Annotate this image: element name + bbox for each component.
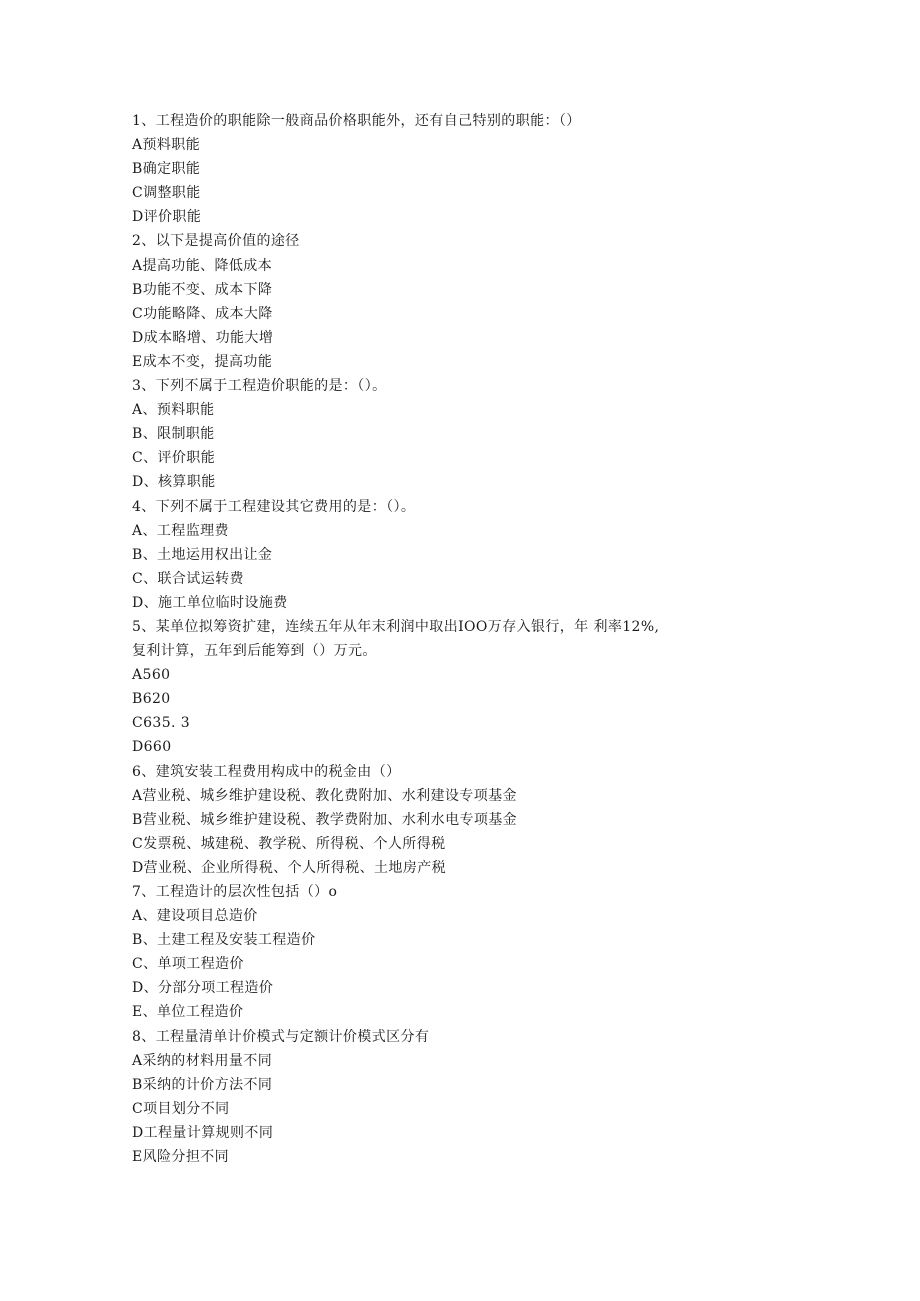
- text-line: 1、工程造价的职能除一般商品价格职能外，还有自己特别的职能：（）: [132, 113, 581, 129]
- question-list: [132, 109, 832, 1169]
- text-line: C发票税、城建税、教学税、所得税、个人所得税: [132, 835, 446, 852]
- text-line: A、建设项目总造价: [132, 908, 258, 925]
- text-line: B营业税、城乡维护建设税、教学费附加、水利水电专项基金: [132, 811, 518, 828]
- text-line: 3、下列不属于工程造价职能的是：（）。: [132, 378, 387, 395]
- text-line: D评价职能: [132, 209, 202, 226]
- text-line: C、单项工程造价: [132, 956, 244, 973]
- text-line: C、评价职能: [132, 450, 216, 467]
- text-line: 复利计算，五年到后能筹到（）万元。: [132, 643, 377, 660]
- text-line: A营业税、城乡维护建设税、教化费附加、水利建设专项基金: [132, 787, 517, 804]
- text-line: C调整职能: [132, 185, 201, 202]
- text-line: D工程量计算规则不同: [132, 1124, 274, 1141]
- text-line: A、预料职能: [132, 402, 215, 419]
- text-line: A预料职能: [132, 137, 201, 154]
- text-line: B、限制职能: [132, 426, 215, 443]
- text-line: C功能略降、成本大降: [132, 305, 273, 322]
- text-line: A560: [132, 667, 171, 684]
- text-line: E风险分担不同: [132, 1149, 230, 1166]
- text-line: B采纳的计价方法不同: [132, 1076, 273, 1093]
- text-line: D、分部分项工程造价: [132, 980, 274, 997]
- text-line: B确定职能: [132, 161, 201, 178]
- text-line: 4、下列不属于工程建设其它费用的是：（）。: [132, 498, 416, 515]
- text-line: 7、工程造计的层次性包括（）o: [132, 884, 338, 900]
- text-line: D成本略增、功能大增: [132, 329, 274, 346]
- text-line: C635. 3: [132, 715, 191, 732]
- text-line: A提高功能、降低成本: [132, 257, 273, 274]
- text-line: E、单位工程造价: [132, 1004, 244, 1021]
- text-line: 2、以下是提高价值的途径: [132, 233, 300, 250]
- text-line: C项目划分不同: [132, 1100, 230, 1117]
- text-line: B功能不变、成本下降: [132, 281, 273, 298]
- text-line: A、工程监理费: [132, 522, 229, 539]
- text-line: B、土建工程及安装工程造价: [132, 932, 316, 949]
- text-line: 6、建筑安装工程费用构成中的税金由（）: [132, 763, 401, 780]
- text-line: E成本不变，提高功能: [132, 353, 273, 370]
- text-line: D、施工单位临时设施费: [132, 594, 288, 611]
- text-line: B620: [132, 691, 171, 708]
- text-line: D营业税、企业所得税、个人所得税、土地房产税: [132, 859, 447, 876]
- text-line: D、核算职能: [132, 474, 216, 491]
- text-line: D660: [132, 739, 172, 756]
- text-line: 8、工程量清单计价模式与定额计价模式区分有: [132, 1028, 430, 1045]
- text-line: 5、某单位拟筹资扩建，连续五年从年末利润中取出IOO万存入银行，年 利率12%,: [132, 618, 660, 635]
- text-line: C、联合试运转费: [132, 570, 244, 587]
- text-line: B、土地运用权出让金: [132, 546, 273, 563]
- text-line: A采纳的材料用量不同: [132, 1052, 273, 1069]
